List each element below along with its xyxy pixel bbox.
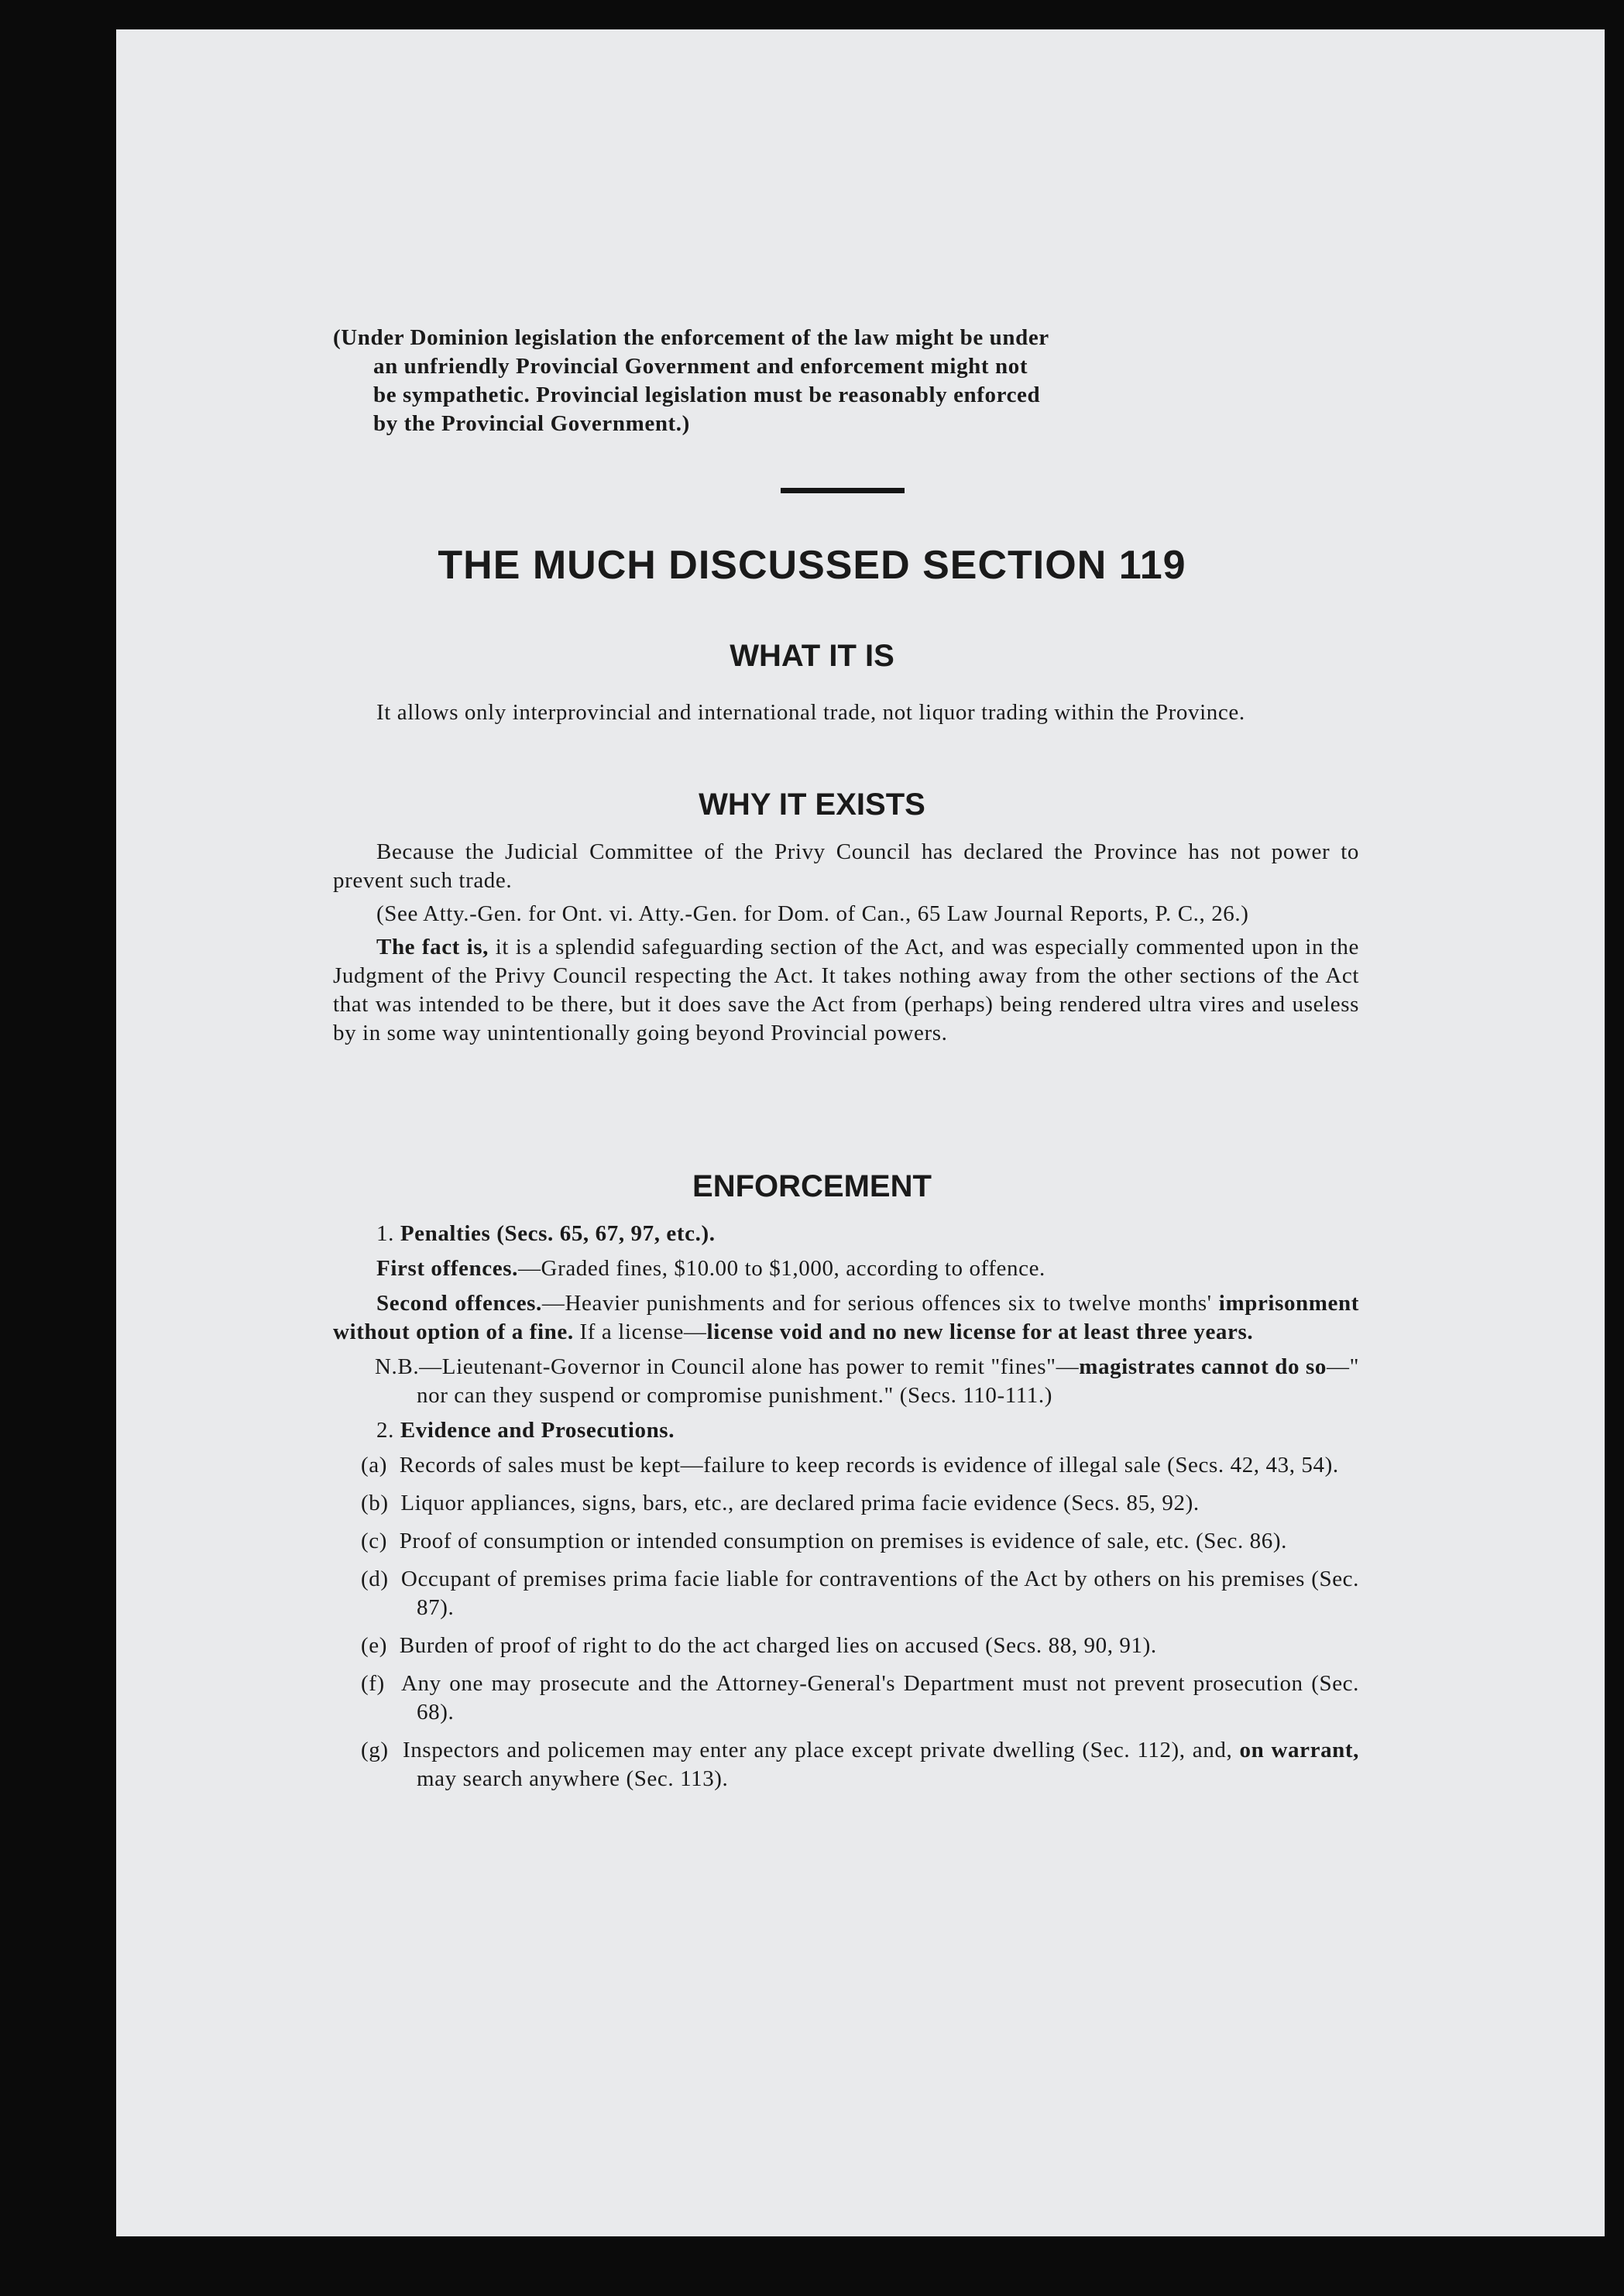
- intro-line-3: be sympathetic. Provincial legislation must be reasonably enforced: [373, 383, 1041, 407]
- second-offences: [333, 1289, 1359, 1347]
- intro-paragraph: [333, 324, 1359, 438]
- first-offences-label: First offences.: [376, 1256, 518, 1281]
- item-letter: (f): [361, 1671, 385, 1696]
- second-offences-text: —Heavier punishments and for serious offences six to twelve months': [541, 1291, 1219, 1316]
- citation: (See Atty.-Gen. for Ont. vi. Atty.-Gen. for Dom. of Can., 65 Law Journal Reports, P. C., 26.): [376, 901, 1249, 926]
- nb-text: —" nor can they suspend or compromise punishment." (Secs. 110-111.): [417, 1354, 1360, 1408]
- second-offences-label: Second offences.: [376, 1291, 542, 1316]
- list-item: [333, 1489, 1359, 1518]
- list-item: [333, 1527, 1359, 1556]
- fact-lead: The fact is,: [376, 935, 489, 959]
- evidence-heading: [333, 1416, 1359, 1445]
- why-it-exists-text: Because the Judicial Committee of the Privy Council has declared the Province has not power to prevent such trade.: [333, 839, 1359, 893]
- second-offences-text: If a license—: [573, 1320, 707, 1344]
- item-letter: (e): [361, 1633, 387, 1658]
- nb-text: N.B.—Lieutenant-Governor in Council alone has power to remit "fines"—: [375, 1354, 1080, 1379]
- item-text: Any one may prosecute and the Attorney-General's Department must not prevent prosecution (Sec. 68).: [400, 1671, 1359, 1725]
- intro-line-4: by the Provincial Government.): [373, 411, 690, 436]
- item-letter: (a): [361, 1453, 387, 1477]
- fact-text: it is a splendid safeguarding section of the Act, and was especially commented upon in the Judgment of the Privy Council respecting the Act. It takes nothing away from the other sections of the Act that was intended to be there, but it does save the Act from (perhaps) being rendered ultra vires and useless by in some way unintentionally going beyond Provincial powers.: [333, 935, 1359, 1045]
- item-text: Inspectors and policemen may enter any place except private dwelling (Sec. 112), and,: [402, 1738, 1240, 1762]
- item-letter: (b): [361, 1491, 389, 1515]
- list-item: [333, 1670, 1359, 1727]
- heading-enforcement: ENFORCEMENT: [692, 1169, 932, 1203]
- item-text: Occupant of premises prima facie liable for contraventions of the Act by others on his premises (Sec. 87).: [400, 1567, 1359, 1620]
- item-letter: (c): [361, 1529, 387, 1553]
- enforcement-section: [333, 1220, 1359, 1793]
- penalties-label: Penalties: [400, 1221, 491, 1246]
- list-number: 2.: [376, 1418, 394, 1443]
- item-emphasis: on warrant,: [1239, 1738, 1360, 1762]
- penalties-line: [333, 1220, 1359, 1248]
- main-title: THE MUCH DISCUSSED SECTION 119: [438, 543, 1186, 588]
- intro-emphasis: enforcement might: [800, 354, 990, 379]
- item-text: may search anywhere (Sec. 113).: [417, 1766, 729, 1791]
- intro-line-1: (Under Dominion legislation the enforcement of the law might be under: [333, 325, 1049, 350]
- evidence-list: [333, 1451, 1359, 1793]
- what-it-is-paragraph: [333, 698, 1359, 727]
- list-item: [333, 1565, 1359, 1622]
- first-offences: [333, 1254, 1359, 1283]
- list-item: [333, 1451, 1359, 1480]
- nb-note: [333, 1353, 1359, 1410]
- fact-paragraph: [333, 933, 1359, 1048]
- second-offences-emphasis: imprisonment without option of a fine.: [333, 1291, 1359, 1344]
- intro-line-2: [333, 352, 1359, 381]
- heading-why-it-exists: WHY IT EXISTS: [699, 788, 925, 822]
- list-number: 1.: [376, 1221, 394, 1246]
- list-item: [333, 1632, 1359, 1660]
- first-offences-text: —Graded fines, $10.00 to $1,000, according to offence.: [517, 1256, 1045, 1281]
- intro-text: an unfriendly Provincial Government and: [373, 354, 801, 379]
- what-it-is-text: It allows only interprovincial and international trade, not liquor trading within the Province.: [376, 700, 1245, 725]
- license-void-emphasis: license void and no new license for at least three years.: [706, 1320, 1254, 1344]
- heading-what-it-is: WHAT IT IS: [730, 639, 894, 673]
- evidence-label: Evidence and Prosecutions.: [400, 1418, 675, 1443]
- penalties-refs: (Secs. 65, 67, 97, etc.).: [490, 1221, 716, 1246]
- section-divider: [781, 488, 905, 493]
- item-text: Liquor appliances, signs, bars, etc., are declared prima facie evidence (Secs. 85, 92).: [400, 1491, 1200, 1515]
- list-item: [333, 1736, 1359, 1793]
- intro-text: not: [989, 354, 1028, 379]
- item-text: Proof of consumption or intended consumption on premises is evidence of sale, etc. (Sec. 86).: [399, 1529, 1287, 1553]
- why-it-exists-section: [333, 838, 1359, 1048]
- item-text: Burden of proof of right to do the act charged lies on accused (Secs. 88, 90, 91).: [399, 1633, 1157, 1658]
- item-letter: (d): [361, 1567, 389, 1591]
- nb-emphasis: magistrates cannot do so: [1079, 1354, 1327, 1379]
- item-text: Records of sales must be kept—failure to keep records is evidence of illegal sale (Secs. 42, 43, 54).: [399, 1453, 1339, 1477]
- item-letter: (g): [361, 1738, 389, 1762]
